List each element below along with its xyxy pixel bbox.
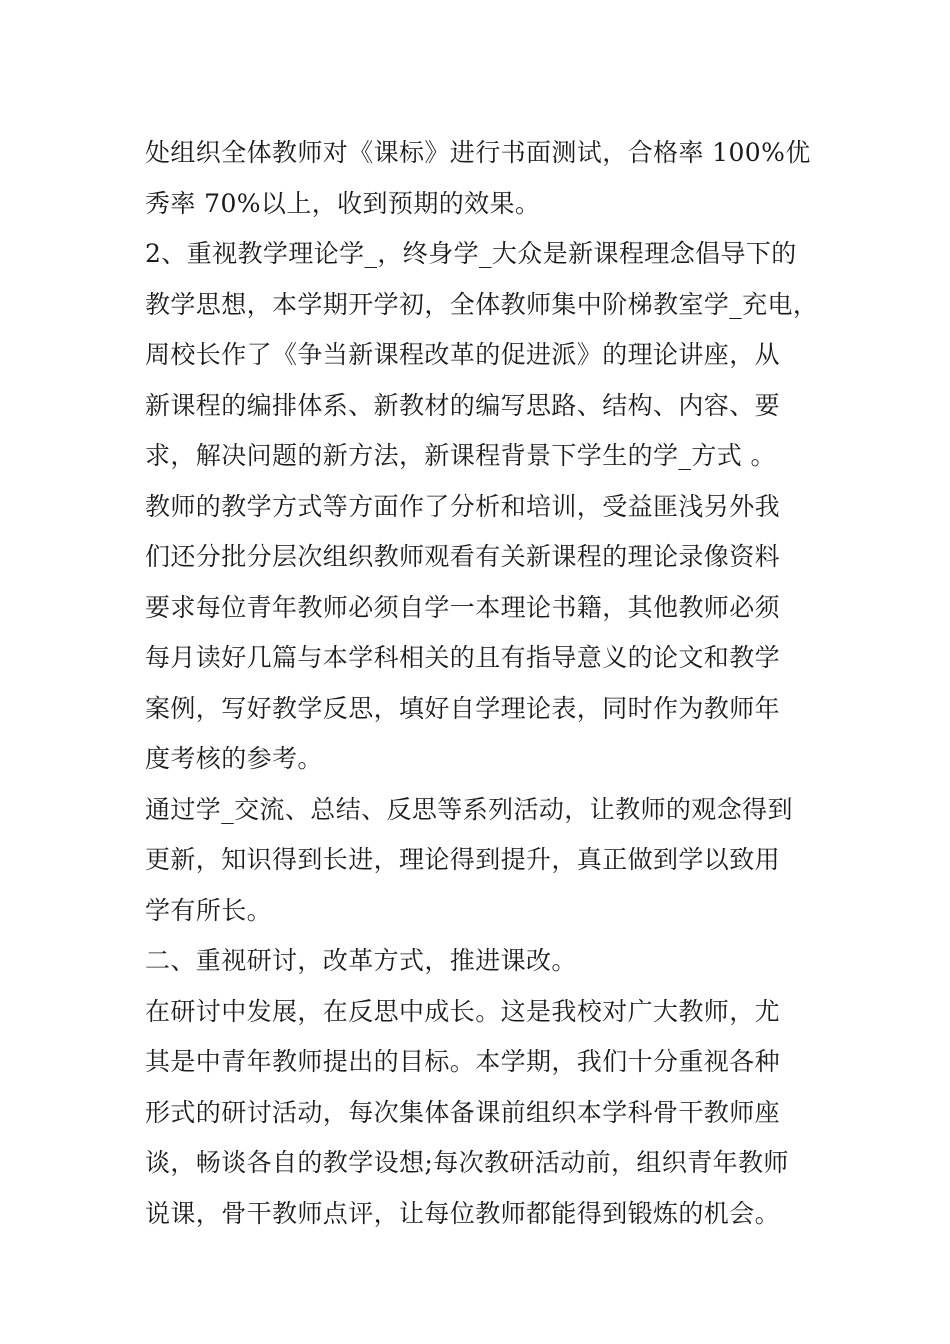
section-heading (145, 936, 813, 987)
text-line: 形式的研讨活动，每次集体备课前组织本学科骨干教师座 (145, 1097, 781, 1127)
text-line: 周校长作了《争当新课程改革的促进派》的理论讲座，从 (145, 340, 781, 369)
text-line: 学有所长。 (145, 895, 273, 925)
document-body (145, 128, 819, 1239)
text-line: 们还分批分层次组织教师观看有关新课程的理论录像资料 (145, 542, 781, 571)
paragraph-2 (145, 229, 819, 482)
text-line: 二、重视研讨，改革方式，推进课改。 (145, 946, 577, 975)
text-line: 度考核的参考。 (145, 744, 323, 773)
text-line: 2、重视教学理论学_，终身学_大众是新课程理念倡导下的 (145, 239, 797, 268)
text-line: 处组织全体教师对《课标》进行书面测试，合格率 100%优 (145, 138, 811, 167)
text-line: 新课程的编排体系、新教材的编写思路、结构、内容、要 (145, 390, 781, 420)
text-line: 要求每位青年教师必须自学一本理论书籍，其他教师必须 (145, 592, 781, 622)
text-line: 案例，写好教学反思，填好自学理论表，同时作为教师年 (145, 693, 781, 723)
text-line: 秀率 70%以上，收到预期的效果。 (145, 188, 541, 218)
text-line: 每月读好几篇与本学科相关的且有指导意义的论文和教学 (145, 643, 781, 672)
paragraph-6 (145, 987, 813, 1240)
text-line: 教师的教学方式等方面作了分析和培训，受益匪浅另外我 (145, 491, 781, 521)
text-line: 求，解决问题的新方法，新课程背景下学生的学_方式 。 (145, 441, 776, 470)
text-line: 谈，畅谈各自的教学设想;每次教研活动前，组织青年教师 (145, 1148, 789, 1177)
paragraph-1 (145, 128, 813, 229)
text-line: 教学思想，本学期开学初，全体教师集中阶梯教室学_充电， (145, 289, 819, 319)
paragraph-4 (145, 785, 813, 937)
text-line: 其是中青年教师提出的目标。本学期，我们十分重视各种 (145, 1047, 781, 1076)
text-line: 在研讨中发展，在反思中成长。这是我校对广大教师，尤 (145, 996, 781, 1026)
text-line: 更新，知识得到长进，理论得到提升，真正做到学以致用 (145, 845, 781, 874)
paragraph-3 (145, 482, 813, 785)
text-line: 通过学_交流、总结、反思等系列活动，让教师的观念得到 (145, 794, 793, 824)
text-line: 说课，骨干教师点评，让每位教师都能得到锻炼的机会。 (145, 1198, 781, 1228)
